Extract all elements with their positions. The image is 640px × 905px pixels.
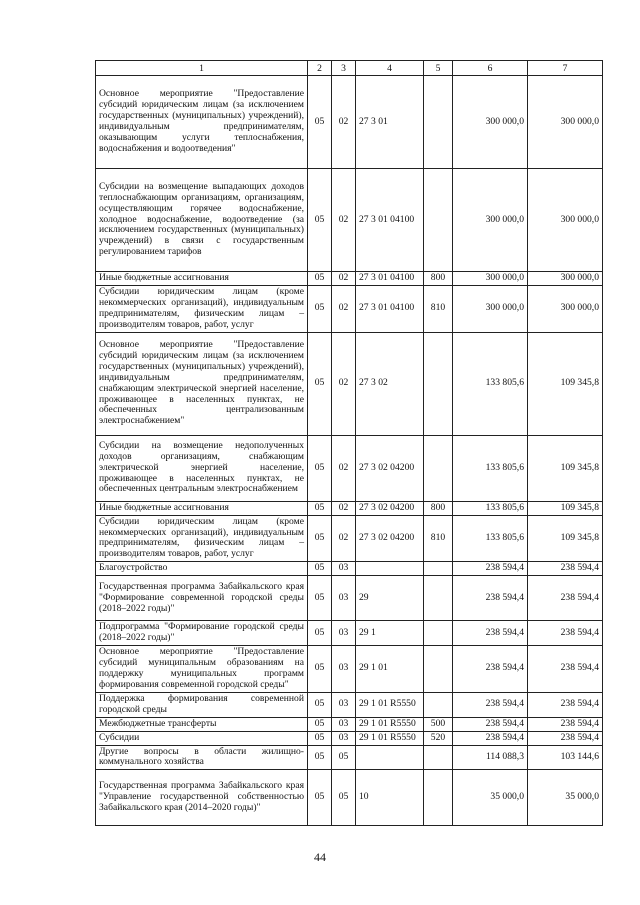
row-expense-type-cell <box>424 770 453 826</box>
row-amount-2-cell: 109 345,8 <box>528 501 603 515</box>
row-amount-1-cell: 238 594,4 <box>453 576 528 621</box>
row-amount-2-cell: 35 000,0 <box>528 770 603 826</box>
row-amount-2-cell: 300 000,0 <box>528 286 603 333</box>
row-subsection-cell: 02 <box>332 286 356 333</box>
table-row <box>96 286 603 333</box>
row-expense-type-cell: 500 <box>424 717 453 731</box>
row-target-code-cell: 27 3 02 04200 <box>356 435 424 501</box>
row-target-code-cell: 29 1 <box>356 621 424 646</box>
row-target-code-cell: 10 <box>356 770 424 826</box>
header-cell: 3 <box>332 61 356 76</box>
row-expense-type-cell <box>424 646 453 693</box>
row-amount-1-cell: 300 000,0 <box>453 169 528 272</box>
row-name-cell: Субсидии юридическим лицам (кроме некоммерческих организаций), индивидуальным предпринимателям, физическим лицам – производителям товаров, работ, услуг <box>96 515 308 562</box>
row-amount-2-cell: 238 594,4 <box>528 621 603 646</box>
row-expense-type-cell <box>424 562 453 576</box>
table-row <box>96 692 603 717</box>
table-row <box>96 576 603 621</box>
table-body <box>96 76 603 826</box>
row-amount-1-cell: 133 805,6 <box>453 501 528 515</box>
header-cell: 2 <box>308 61 332 76</box>
row-target-code-cell: 29 <box>356 576 424 621</box>
row-subsection-cell: 02 <box>332 501 356 515</box>
row-subsection-cell: 02 <box>332 332 356 435</box>
row-target-code-cell: 27 3 02 04200 <box>356 501 424 515</box>
row-amount-2-cell: 300 000,0 <box>528 272 603 286</box>
row-amount-2-cell: 300 000,0 <box>528 76 603 169</box>
row-name-cell: Субсидии на возмещение выпадающих доходов теплоснабжающим организациям, организациям, осуществляющим горячее водоснабжение, холодное водоснабжение, водоотведение (за исключением государственных (муниципальных) учреждений) в связи с государственным регулированием тарифов <box>96 169 308 272</box>
row-amount-1-cell: 35 000,0 <box>453 770 528 826</box>
row-target-code-cell: 29 1 01 R5550 <box>356 731 424 745</box>
row-subsection-cell: 03 <box>332 576 356 621</box>
header-row <box>96 61 603 76</box>
row-name-cell: Основное мероприятие "Предоставление субсидий муниципальным образованиям на поддержку муниципальных программ формирования современной городской среды" <box>96 646 308 693</box>
budget-table <box>95 60 603 826</box>
row-name-cell: Подпрограмма "Формирование городской среды (2018–2022 годы)" <box>96 621 308 646</box>
row-subsection-cell: 03 <box>332 731 356 745</box>
row-target-code-cell: 29 1 01 <box>356 646 424 693</box>
row-target-code-cell: 27 3 02 04200 <box>356 515 424 562</box>
row-name-cell: Субсидии на возмещение недополученных доходов организациям, снабжающим электрической энергией население, проживающее в населенных пунктах, не обеспеченных центральным электроснабжением <box>96 435 308 501</box>
row-expense-type-cell <box>424 576 453 621</box>
table-row <box>96 562 603 576</box>
row-amount-1-cell: 300 000,0 <box>453 76 528 169</box>
row-subsection-cell: 02 <box>332 435 356 501</box>
row-expense-type-cell: 800 <box>424 272 453 286</box>
row-amount-1-cell: 133 805,6 <box>453 332 528 435</box>
row-amount-2-cell: 238 594,4 <box>528 562 603 576</box>
row-target-code-cell: 27 3 01 04100 <box>356 272 424 286</box>
row-amount-2-cell: 238 594,4 <box>528 646 603 693</box>
row-target-code-cell <box>356 562 424 576</box>
row-name-cell: Поддержка формирования современной городской среды <box>96 692 308 717</box>
table-row <box>96 770 603 826</box>
row-amount-2-cell: 109 345,8 <box>528 435 603 501</box>
row-subsection-cell: 03 <box>332 562 356 576</box>
row-amount-1-cell: 114 088,3 <box>453 745 528 770</box>
row-amount-1-cell: 300 000,0 <box>453 272 528 286</box>
row-section-cell: 05 <box>308 745 332 770</box>
row-subsection-cell: 02 <box>332 76 356 169</box>
row-name-cell: Субсидии юридическим лицам (кроме некоммерческих организаций), индивидуальным предпринимателям, физическим лицам – производителям товаров, работ, услуг <box>96 286 308 333</box>
row-expense-type-cell: 800 <box>424 501 453 515</box>
row-amount-1-cell: 238 594,4 <box>453 717 528 731</box>
row-target-code-cell: 29 1 01 R5550 <box>356 717 424 731</box>
row-amount-2-cell: 103 144,6 <box>528 745 603 770</box>
row-section-cell: 05 <box>308 770 332 826</box>
row-amount-2-cell: 238 594,4 <box>528 731 603 745</box>
row-section-cell: 05 <box>308 621 332 646</box>
row-name-cell: Иные бюджетные ассигнования <box>96 501 308 515</box>
row-expense-type-cell <box>424 621 453 646</box>
row-subsection-cell: 03 <box>332 717 356 731</box>
row-subsection-cell: 05 <box>332 770 356 826</box>
row-subsection-cell: 03 <box>332 692 356 717</box>
row-expense-type-cell: 520 <box>424 731 453 745</box>
row-expense-type-cell <box>424 332 453 435</box>
row-section-cell: 05 <box>308 76 332 169</box>
row-subsection-cell: 02 <box>332 169 356 272</box>
table-row <box>96 717 603 731</box>
row-expense-type-cell <box>424 76 453 169</box>
header-cell: 7 <box>528 61 603 76</box>
table-row <box>96 76 603 169</box>
row-section-cell: 05 <box>308 562 332 576</box>
row-name-cell: Благоустройство <box>96 562 308 576</box>
page-number: 44 <box>314 850 326 864</box>
row-target-code-cell: 27 3 01 <box>356 76 424 169</box>
table-row <box>96 731 603 745</box>
row-amount-1-cell: 238 594,4 <box>453 731 528 745</box>
row-section-cell: 05 <box>308 332 332 435</box>
row-name-cell: Другие вопросы в области жилищно-коммунального хозяйства <box>96 745 308 770</box>
row-subsection-cell: 02 <box>332 515 356 562</box>
row-section-cell: 05 <box>308 501 332 515</box>
row-section-cell: 05 <box>308 717 332 731</box>
row-section-cell: 05 <box>308 731 332 745</box>
row-target-code-cell <box>356 745 424 770</box>
row-amount-1-cell: 238 594,4 <box>453 646 528 693</box>
row-subsection-cell: 03 <box>332 621 356 646</box>
row-amount-2-cell: 238 594,4 <box>528 692 603 717</box>
table-row <box>96 515 603 562</box>
row-amount-1-cell: 133 805,6 <box>453 435 528 501</box>
row-target-code-cell: 27 3 02 <box>356 332 424 435</box>
row-expense-type-cell <box>424 435 453 501</box>
row-section-cell: 05 <box>308 576 332 621</box>
header-cell: 4 <box>356 61 424 76</box>
header-cell: 5 <box>424 61 453 76</box>
row-section-cell: 05 <box>308 515 332 562</box>
row-amount-2-cell: 109 345,8 <box>528 332 603 435</box>
row-section-cell: 05 <box>308 272 332 286</box>
row-amount-1-cell: 133 805,6 <box>453 515 528 562</box>
row-amount-2-cell: 238 594,4 <box>528 717 603 731</box>
table-row <box>96 745 603 770</box>
row-name-cell: Иные бюджетные ассигнования <box>96 272 308 286</box>
row-section-cell: 05 <box>308 435 332 501</box>
row-expense-type-cell <box>424 692 453 717</box>
table-row <box>96 169 603 272</box>
row-section-cell: 05 <box>308 169 332 272</box>
table-row <box>96 621 603 646</box>
row-expense-type-cell <box>424 169 453 272</box>
table-row <box>96 646 603 693</box>
table-row <box>96 332 603 435</box>
row-name-cell: Основное мероприятие "Предоставление субсидий юридическим лицам (за исключением государственных (муниципальных) учреждений), индивидуальным предпринимателям, снабжающим электрической энергией население, проживающее в населенных пунктах, не обеспеченных централизованным электроснабжением" <box>96 332 308 435</box>
row-section-cell: 05 <box>308 692 332 717</box>
row-amount-1-cell: 238 594,4 <box>453 562 528 576</box>
row-amount-2-cell: 238 594,4 <box>528 576 603 621</box>
table-row <box>96 501 603 515</box>
header-cell: 1 <box>96 61 308 76</box>
row-target-code-cell: 27 3 01 04100 <box>356 169 424 272</box>
row-expense-type-cell: 810 <box>424 286 453 333</box>
row-name-cell: Основное мероприятие "Предоставление субсидий юридическим лицам (за исключением государственных (муниципальных) учреждений), индивидуальным предпринимателям, оказывающим услуги теплоснабжения, водоснабжения и водоотведения" <box>96 76 308 169</box>
header-cell: 6 <box>453 61 528 76</box>
row-amount-2-cell: 109 345,8 <box>528 515 603 562</box>
table-row <box>96 435 603 501</box>
row-target-code-cell: 29 1 01 R5550 <box>356 692 424 717</box>
row-section-cell: 05 <box>308 286 332 333</box>
row-name-cell: Государственная программа Забайкальского края "Управление государственной собственностью Забайкальского края (2014–2020 годы)" <box>96 770 308 826</box>
row-name-cell: Межбюджетные трансферты <box>96 717 308 731</box>
row-amount-1-cell: 238 594,4 <box>453 692 528 717</box>
row-amount-1-cell: 238 594,4 <box>453 621 528 646</box>
row-name-cell: Государственная программа Забайкальского края "Формирование современной городской среды (2018–2022 годы)" <box>96 576 308 621</box>
table-row <box>96 272 603 286</box>
row-subsection-cell: 03 <box>332 646 356 693</box>
row-subsection-cell: 05 <box>332 745 356 770</box>
row-expense-type-cell <box>424 745 453 770</box>
row-subsection-cell: 02 <box>332 272 356 286</box>
row-target-code-cell: 27 3 01 04100 <box>356 286 424 333</box>
table-header <box>96 61 603 76</box>
row-expense-type-cell: 810 <box>424 515 453 562</box>
row-amount-2-cell: 300 000,0 <box>528 169 603 272</box>
row-amount-1-cell: 300 000,0 <box>453 286 528 333</box>
row-name-cell: Субсидии <box>96 731 308 745</box>
row-section-cell: 05 <box>308 646 332 693</box>
